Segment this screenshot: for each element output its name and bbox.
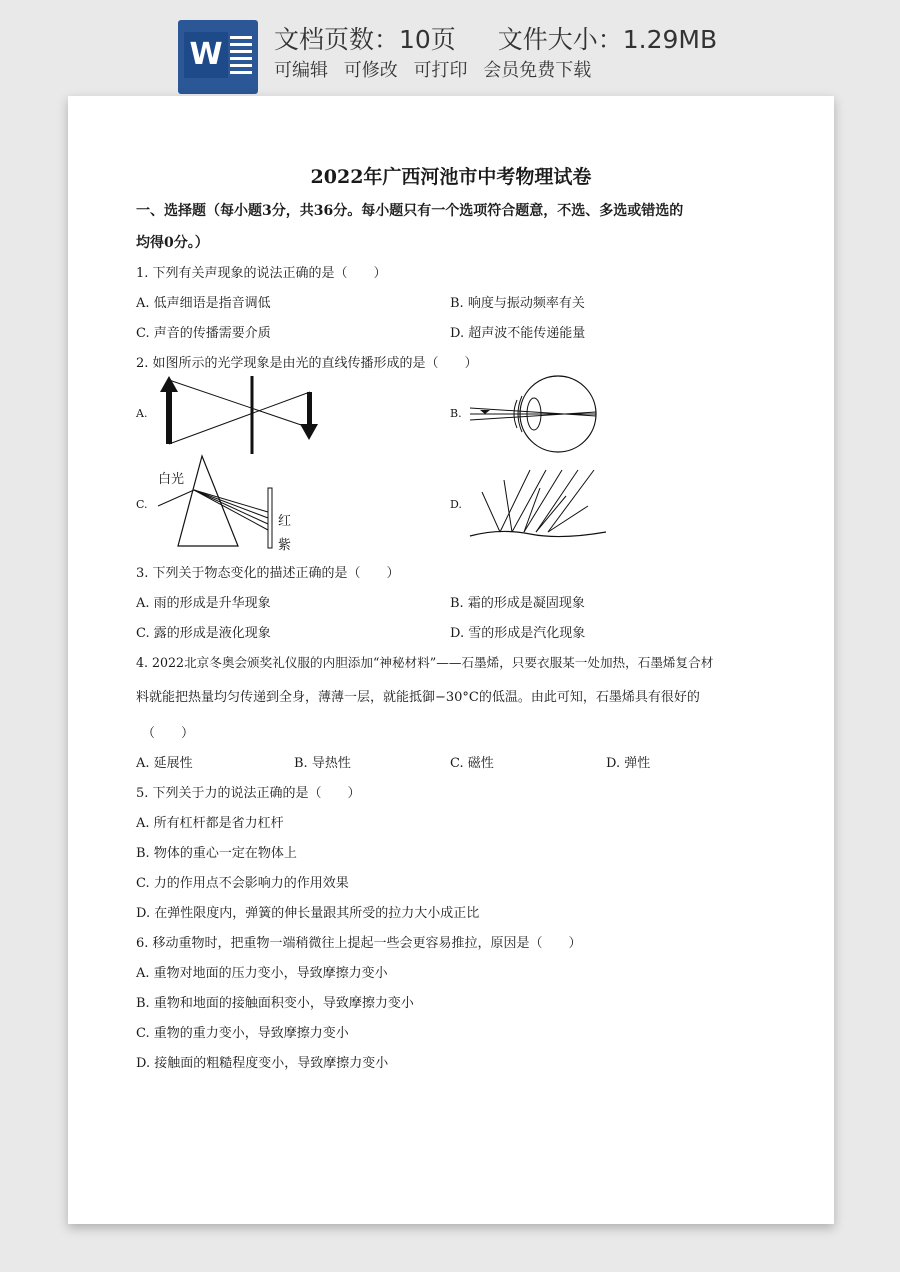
q5-option-c: C. 力的作用点不会影响力的作用效果 — [136, 876, 349, 891]
label-purple: 紫 — [278, 538, 292, 553]
q6-option-c: C. 重物的重力变小，导致摩擦力变小 — [136, 1026, 349, 1041]
q2-stem: 2. 如图所示的光学现象是由光的直线传播形成的是（ ） — [136, 356, 478, 371]
q5-stem: 5. 下列关于力的说法正确的是（ ） — [136, 786, 361, 801]
download-banner — [0, 0, 900, 96]
q1-option-b: B. 响度与振动频率有关 — [450, 296, 585, 311]
q4-option-a: A. 延展性 — [136, 756, 193, 771]
q6-option-b: B. 重物和地面的接触面积变小，导致摩擦力变小 — [136, 996, 414, 1011]
q5-option-b: B. 物体的重心一定在物体上 — [136, 846, 297, 861]
q4-stem-line1: 4. 2022北京冬奥会颁奖礼仪服的内胆添加“神秘材料”——石墨烯，只要衣服某一处加热，石墨烯复合材 — [136, 655, 714, 670]
q4-option-b: B. 导热性 — [294, 756, 351, 771]
feature-member-download: 会员免费下载 — [483, 60, 592, 81]
q2-option-a: A. — [136, 407, 148, 420]
q1-option-a: A. 低声细语是指音调低 — [136, 296, 271, 311]
file-meta — [274, 20, 717, 56]
feature-printable: 可打印 — [413, 60, 468, 81]
feature-modifiable: 可修改 — [343, 60, 398, 81]
page-count: 文档页数：10页 — [274, 25, 456, 54]
q4-option-d: D. 弹性 — [606, 756, 651, 771]
prism-figure — [158, 456, 288, 552]
feature-list — [274, 56, 601, 82]
section-heading: 一、选择题（每小题3分，共36分。每小题只有一个选项符合题意，不选、多选或错选的 — [136, 203, 684, 219]
page-title: 2022年广西河池市中考物理试卷 — [310, 166, 592, 188]
diffuse-reflection-figure — [470, 466, 606, 542]
q3-option-d: D. 雪的形成是汽化现象 — [450, 626, 586, 641]
doc-lines-icon — [230, 36, 252, 78]
word-letter: W — [184, 32, 228, 78]
q6-option-a: A. 重物对地面的压力变小，导致摩擦力变小 — [136, 966, 388, 981]
q4-option-c: C. 磁性 — [450, 756, 494, 771]
q1-option-d: D. 超声波不能传递能量 — [450, 326, 586, 341]
q3-option-c: C. 露的形成是液化现象 — [136, 626, 271, 641]
q1-option-c: C. 声音的传播需要介质 — [136, 326, 271, 341]
q5-option-d: D. 在弹性限度内，弹簧的伸长量跟其所受的拉力大小成正比 — [136, 906, 480, 921]
q6-option-d: D. 接触面的粗糙程度变小，导致摩擦力变小 — [136, 1056, 389, 1071]
label-white-light: 白光 — [158, 472, 185, 487]
pinhole-figure — [160, 376, 330, 456]
section-heading-cont: 均得0分。） — [136, 235, 209, 251]
document-page — [68, 96, 834, 1224]
q1-stem: 1. 下列有关声现象的说法正确的是（ ） — [136, 266, 387, 281]
label-red: 红 — [278, 514, 292, 529]
q3-option-a: A. 雨的形成是升华现象 — [136, 596, 271, 611]
q4-answer-blank: （ ） — [142, 726, 195, 741]
q2-option-d: D. — [450, 498, 462, 511]
q3-stem: 3. 下列关于物态变化的描述正确的是（ ） — [136, 566, 400, 581]
word-doc-icon — [178, 20, 258, 94]
file-size: 文件大小：1.29MB — [497, 25, 718, 54]
q3-option-b: B. 霜的形成是凝固现象 — [450, 596, 585, 611]
feature-editable: 可编辑 — [274, 60, 328, 81]
q2-option-c: C. — [136, 498, 148, 511]
eye-figure — [470, 374, 602, 456]
q5-option-a: A. 所有杠杆都是省力杠杆 — [136, 816, 284, 831]
q4-stem-line2: 料就能把热量均匀传递到全身，薄薄一层，就能抵御−30°C的低温。由此可知，石墨烯具有很好的 — [136, 690, 700, 705]
q2-option-b: B. — [450, 407, 462, 420]
q6-stem: 6. 移动重物时，把重物一端稍微往上提起一些会更容易推拉，原因是（ ） — [136, 936, 582, 951]
